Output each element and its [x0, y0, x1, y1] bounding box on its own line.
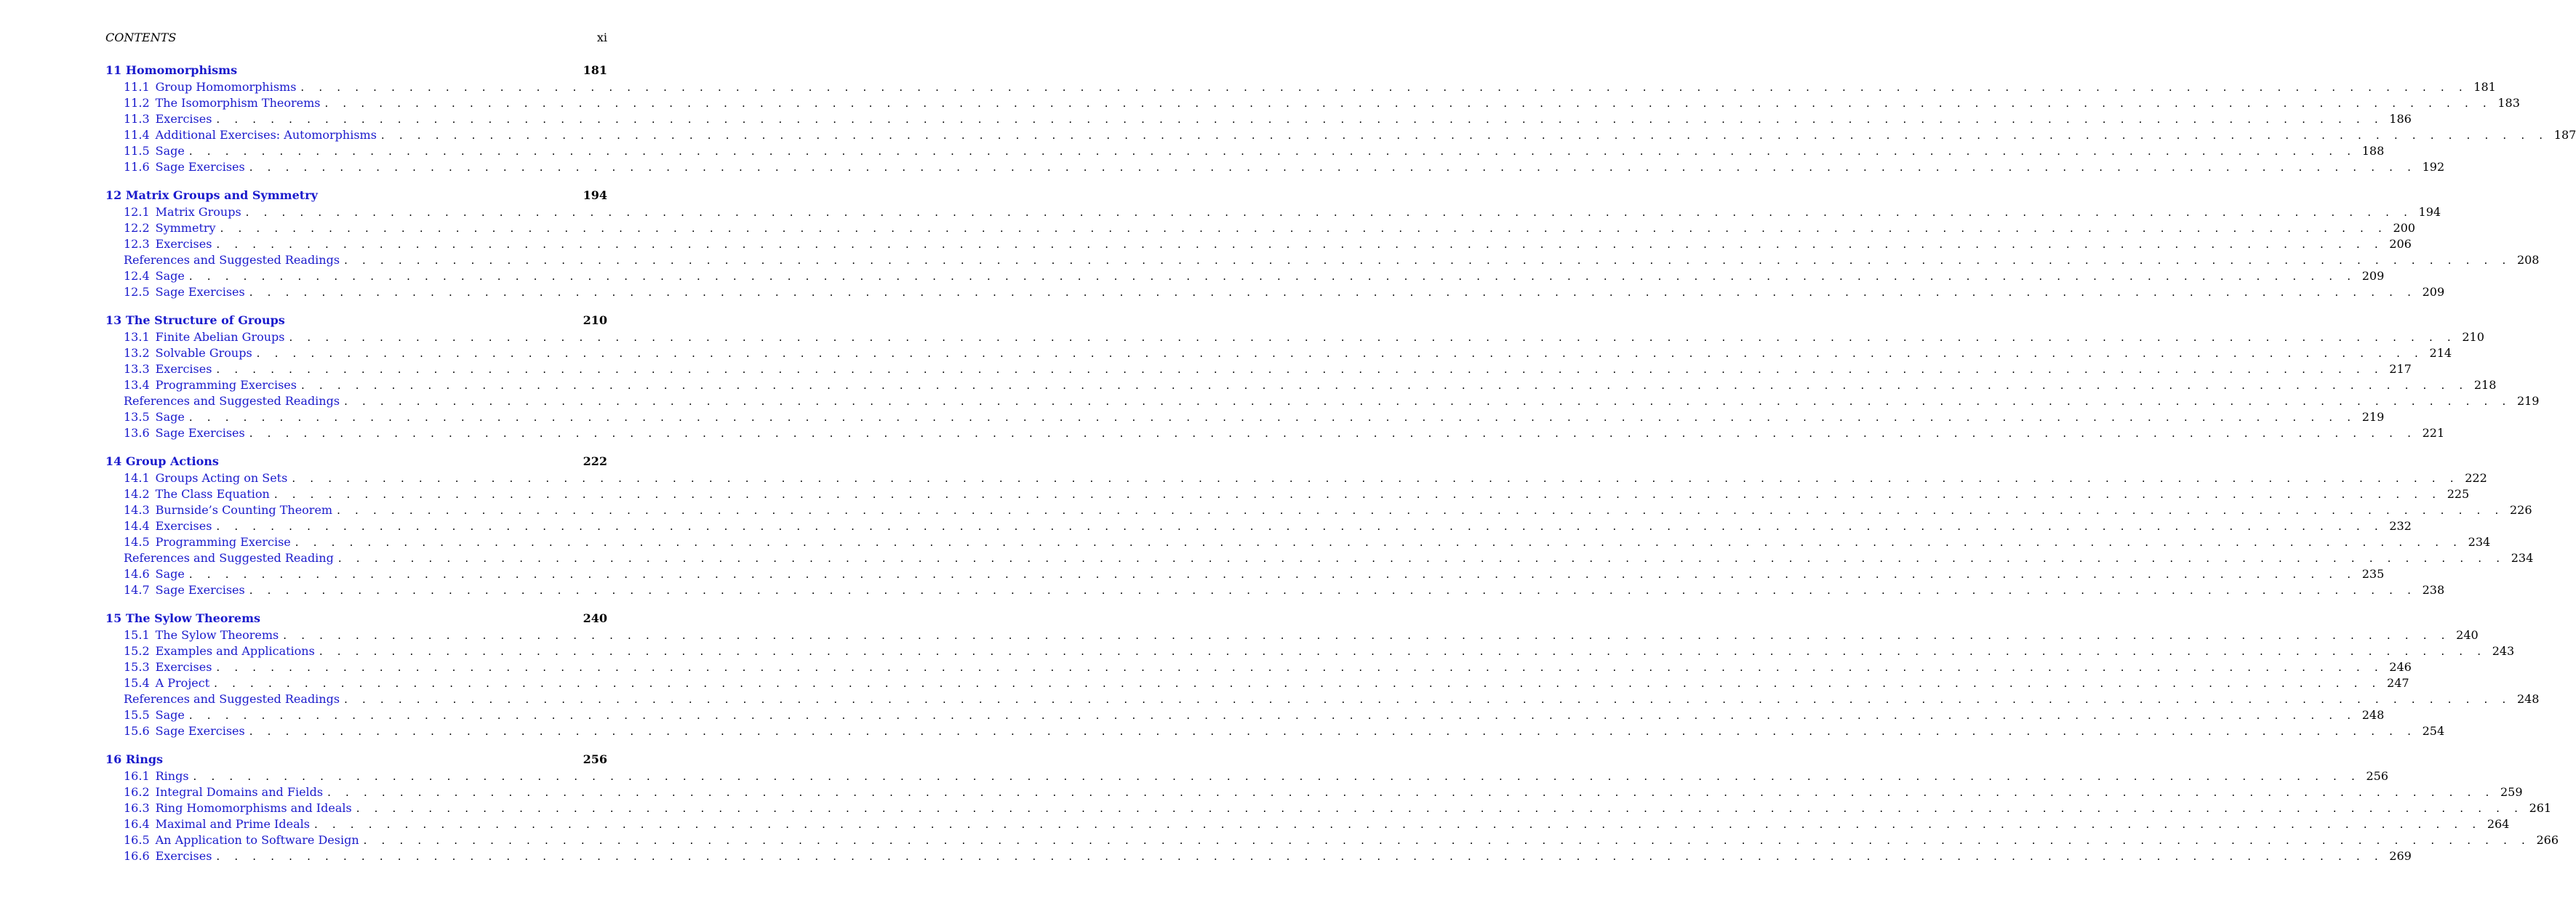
dot-leader: . . . . . . . . . . . . . . . . . . . . . . . . . . . . . . . . . . . . . . . . . . . . . . . . . . . . . . . . . . . . . . . . . . . . . . . . . . . . . . . . . . . . . . . . . . . . . . . . . . . . . . . . . . . . . . . . . . . . . . . .	[256, 347, 2424, 360]
toc-entry	[105, 660, 2412, 676]
chapter-title: Homomorphisms	[125, 63, 238, 77]
toc-entry	[105, 692, 2540, 708]
dot-leader: . . . . . . . . . . . . . . . . . . . . . . . . . . . . . . . . . . . . . . . . . . . . . . . . . . . . . . . . . . . . . . . . . . . . . . . . . . . . . . . . . . . . . . . . . . . . . . . . . . . . . . . . . . . . . . . . . . . . . . . .	[216, 661, 2384, 674]
chapter-link[interactable]	[105, 63, 237, 77]
section-title: The Sylow Theorems	[155, 628, 279, 642]
section-link[interactable]	[124, 833, 359, 847]
section-title: Sage Exercises	[155, 426, 245, 440]
section-number: 13.2	[124, 346, 150, 360]
section-link[interactable]	[124, 785, 323, 799]
section-link[interactable]	[124, 160, 245, 174]
section-title: References and Suggested Readings	[124, 394, 340, 408]
section-page: 254	[2422, 724, 2445, 738]
chapter-page: 222	[583, 454, 607, 468]
section-number: 16.5	[124, 833, 150, 847]
dot-leader: . . . . . . . . . . . . . . . . . . . . . . . . . . . . . . . . . . . . . . . . . . . . . . . . . . . . . . . . . . . . . . . . . . . . . . . . . . . . . . . . . . . . . . . . . . . . . . . . . . . . . . . . . . . . . . . . . . . . . . . .	[344, 693, 2511, 706]
section-number: 14.7	[124, 583, 150, 597]
chapter-link[interactable]	[105, 752, 163, 766]
chapter-title: Matrix Groups and Symmetry	[125, 188, 318, 202]
chapter-number: 11	[105, 63, 122, 77]
dot-leader: . . . . . . . . . . . . . . . . . . . . . . . . . . . . . . . . . . . . . . . . . . . . . . . . . . . . . . . . . . . . . . . . . . . . . . . . . . . . . . . . . . . . . . . . . . . . . . . . . . . . . . . . . . . . . . . . . . . . . . . .	[188, 270, 2356, 283]
chapter-number: 14	[105, 454, 122, 468]
section-title: Sage	[155, 567, 185, 581]
toc-entry	[105, 551, 2534, 567]
toc-entry	[105, 410, 2385, 426]
chapter-number: 15	[105, 611, 122, 625]
section-title: Exercises	[155, 112, 212, 126]
section-number: 12.4	[124, 269, 150, 283]
section-page: 181	[2473, 80, 2496, 94]
section-number: 11.6	[124, 160, 150, 174]
dot-leader: . . . . . . . . . . . . . . . . . . . . . . . . . . . . . . . . . . . . . . . . . . . . . . . . . . . . . . . . . . . . . . . . . . . . . . . . . . . . . . . . . . . . . . . . . . . . . . . . . . . . . . . . . . . . . . . . . . . . . . . .	[188, 709, 2356, 722]
section-link[interactable]	[124, 362, 212, 376]
chapter-section	[105, 752, 2559, 865]
section-page: 222	[2465, 471, 2487, 485]
chapter-title: Rings	[125, 752, 164, 766]
section-link[interactable]	[124, 519, 212, 533]
chapter-title: The Structure of Groups	[125, 313, 285, 327]
chapter-page: 181	[583, 63, 607, 77]
section-title: References and Suggested Readings	[124, 692, 340, 706]
section-title: Maximal and Prime Ideals	[155, 817, 310, 831]
section-number: 12.2	[124, 221, 150, 235]
section-link[interactable]	[124, 503, 332, 517]
section-link[interactable]	[124, 567, 185, 581]
chapter-section	[105, 454, 2534, 599]
section-link[interactable]	[124, 80, 296, 94]
toc-entry	[105, 503, 2532, 519]
dot-leader: . . . . . . . . . . . . . . . . . . . . . . . . . . . . . . . . . . . . . . . . . . . . . . . . . . . . . . . . . . . . . . . . . . . . . . . . . . . . . . . . . . . . . . . . . . . . . . . . . . . . . . . . . . . . . . . . . . . . . . . .	[245, 206, 2413, 219]
toc-entry	[105, 112, 2412, 128]
toc-entry	[105, 237, 2412, 253]
chapter-section	[105, 313, 2540, 442]
section-link[interactable]	[124, 237, 212, 251]
running-title: CONTENTS	[105, 31, 177, 44]
section-page: 269	[2389, 849, 2412, 863]
chapter-row	[105, 313, 607, 330]
section-title: References and Suggested Reading	[124, 551, 334, 565]
section-link[interactable]	[124, 330, 285, 344]
chapter-page: 210	[583, 313, 607, 327]
section-link[interactable]	[124, 644, 315, 658]
toc-entry	[105, 160, 2445, 176]
section-link[interactable]	[124, 487, 270, 501]
table-of-contents	[105, 63, 2576, 877]
toc-entry	[105, 583, 2445, 599]
page-number: xi	[596, 31, 607, 44]
section-title: Sage	[155, 410, 185, 424]
toc-entry	[105, 285, 2445, 301]
section-title: A Project	[155, 676, 210, 690]
dot-leader: . . . . . . . . . . . . . . . . . . . . . . . . . . . . . . . . . . . . . . . . . . . . . . . . . . . . . . . . . . . . . . . . . . . . . . . . . . . . . . . . . . . . . . . . . . . . . . . . . . . . . . . . . . . . . . . . . . . . . . . .	[283, 629, 2451, 642]
section-page: 187	[2553, 128, 2576, 142]
section-title: The Class Equation	[155, 487, 270, 501]
section-page: 214	[2429, 346, 2452, 360]
section-link[interactable]	[124, 112, 212, 126]
dot-leader: . . . . . . . . . . . . . . . . . . . . . . . . . . . . . . . . . . . . . . . . . . . . . . . . . . . . . . . . . . . . . . . . . . . . . . . . . . . . . . . . . . . . . . . . . . . . . . . . . . . . . . . . . . . . . . . . . . . . . . . .	[356, 802, 2524, 815]
section-title: Sage Exercises	[155, 724, 245, 738]
section-title: Groups Acting on Sets	[155, 471, 288, 485]
section-number: 14.4	[124, 519, 150, 533]
section-link[interactable]	[124, 551, 334, 565]
chapter-section	[105, 611, 2540, 740]
section-page: 183	[2497, 96, 2520, 110]
dot-leader: . . . . . . . . . . . . . . . . . . . . . . . . . . . . . . . . . . . . . . . . . . . . . . . . . . . . . . . . . . . . . . . . . . . . . . . . . . . . . . . . . . . . . . . . . . . . . . . . . . . . . . . . . . . . . . . . . . . . . . . .	[344, 395, 2511, 408]
section-title: Additional Exercises: Automorphisms	[155, 128, 377, 142]
section-number: 16.2	[124, 785, 150, 799]
section-title: Sage Exercises	[155, 160, 245, 174]
section-number: 11.1	[124, 80, 150, 94]
toc-entry	[105, 708, 2385, 724]
section-title: Finite Abelian Groups	[155, 330, 285, 344]
dot-leader: . . . . . . . . . . . . . . . . . . . . . . . . . . . . . . . . . . . . . . . . . . . . . . . . . . . . . . . . . . . . . . . . . . . . . . . . . . . . . . . . . . . . . . . . . . . . . . . . . . . . . . . . . . . . . . . . . . . . . . . .	[214, 677, 2382, 690]
section-page: 248	[2516, 692, 2540, 706]
section-number: 12.5	[124, 285, 150, 299]
section-link[interactable]	[124, 583, 245, 597]
section-page: 232	[2389, 519, 2412, 533]
toc-entry	[105, 362, 2412, 378]
section-link[interactable]	[124, 253, 340, 267]
section-page: 208	[2516, 253, 2540, 267]
chapter-row	[105, 752, 607, 769]
toc-entry	[105, 849, 2412, 865]
section-number: 16.4	[124, 817, 150, 831]
section-number: 11.2	[124, 96, 150, 110]
toc-entry	[105, 144, 2385, 160]
dot-leader: . . . . . . . . . . . . . . . . . . . . . . . . . . . . . . . . . . . . . . . . . . . . . . . . . . . . . . . . . . . . . . . . . . . . . . . . . . . . . . . . . . . . . . . . . . . . . . . . . . . . . . . . . . . . . . . . . . . . . . . .	[193, 770, 2361, 783]
section-page: 221	[2422, 426, 2445, 440]
chapter-page: 194	[583, 188, 607, 202]
dot-leader: . . . . . . . . . . . . . . . . . . . . . . . . . . . . . . . . . . . . . . . . . . . . . . . . . . . . . . . . . . . . . . . . . . . . . . . . . . . . . . . . . . . . . . . . . . . . . . . . . . . . . . . . . . . . . . . . . . . . . . . .	[289, 331, 2457, 344]
dot-leader: . . . . . . . . . . . . . . . . . . . . . . . . . . . . . . . . . . . . . . . . . . . . . . . . . . . . . . . . . . . . . . . . . . . . . . . . . . . . . . . . . . . . . . . . . . . . . . . . . . . . . . . . . . . . . . . . . . . . . . . .	[216, 520, 2384, 533]
section-page: 264	[2487, 817, 2510, 831]
section-link[interactable]	[124, 471, 287, 485]
section-page: 234	[2511, 551, 2534, 565]
dot-leader: . . . . . . . . . . . . . . . . . . . . . . . . . . . . . . . . . . . . . . . . . . . . . . . . . . . . . . . . . . . . . . . . . . . . . . . . . . . . . . . . . . . . . . . . . . . . . . . . . . . . . . . . . . . . . . . . . . . . . . . .	[300, 379, 2468, 392]
dot-leader: . . . . . . . . . . . . . . . . . . . . . . . . . . . . . . . . . . . . . . . . . . . . . . . . . . . . . . . . . . . . . . . . . . . . . . . . . . . . . . . . . . . . . . . . . . . . . . . . . . . . . . . . . . . . . . . . . . . . . . . .	[337, 504, 2504, 517]
section-link[interactable]	[124, 849, 212, 863]
chapter-page: 240	[583, 611, 607, 625]
section-number: 14.3	[124, 503, 150, 517]
dot-leader: . . . . . . . . . . . . . . . . . . . . . . . . . . . . . . . . . . . . . . . . . . . . . . . . . . . . . . . . . . . . . . . . . . . . . . . . . . . . . . . . . . . . . . . . . . . . . . . . . . . . . . . . . . . . . . . . . . . . . . . .	[313, 818, 2481, 831]
dot-leader: . . . . . . . . . . . . . . . . . . . . . . . . . . . . . . . . . . . . . . . . . . . . . . . . . . . . . . . . . . . . . . . . . . . . . . . . . . . . . . . . . . . . . . . . . . . . . . . . . . . . . . . . . . . . . . . . . . . . . . . .	[363, 834, 2531, 847]
dot-leader: . . . . . . . . . . . . . . . . . . . . . . . . . . . . . . . . . . . . . . . . . . . . . . . . . . . . . . . . . . . . . . . . . . . . . . . . . . . . . . . . . . . . . . . . . . . . . . . . . . . . . . . . . . . . . . . . . . . . . . . .	[319, 645, 2487, 658]
dot-leader: . . . . . . . . . . . . . . . . . . . . . . . . . . . . . . . . . . . . . . . . . . . . . . . . . . . . . . . . . . . . . . . . . . . . . . . . . . . . . . . . . . . . . . . . . . . . . . . . . . . . . . . . . . . . . . . . . . . . . . . .	[249, 161, 2417, 174]
section-link[interactable]	[124, 346, 252, 360]
section-link[interactable]	[124, 426, 245, 440]
section-link[interactable]	[124, 221, 216, 235]
running-header	[105, 31, 607, 47]
section-number: 15.6	[124, 724, 150, 738]
section-link[interactable]	[124, 205, 241, 219]
section-title: Matrix Groups	[155, 205, 241, 219]
toc-entry	[105, 487, 2470, 503]
section-title: References and Suggested Readings	[124, 253, 340, 267]
dot-leader: . . . . . . . . . . . . . . . . . . . . . . . . . . . . . . . . . . . . . . . . . . . . . . . . . . . . . . . . . . . . . . . . . . . . . . . . . . . . . . . . . . . . . . . . . . . . . . . . . . . . . . . . . . . . . . . . . . . . . . . .	[295, 536, 2463, 549]
toc-entry	[105, 801, 2552, 817]
section-page: 188	[2361, 144, 2385, 158]
section-page: 209	[2361, 269, 2385, 283]
chapter-number: 13	[105, 313, 122, 327]
toc-entry	[105, 205, 2441, 221]
section-page: 266	[2536, 833, 2559, 847]
dot-leader: . . . . . . . . . . . . . . . . . . . . . . . . . . . . . . . . . . . . . . . . . . . . . . . . . . . . . . . . . . . . . . . . . . . . . . . . . . . . . . . . . . . . . . . . . . . . . . . . . . . . . . . . . . . . . . . . . . . . . . . .	[273, 488, 2441, 501]
section-number: 15.5	[124, 708, 150, 722]
section-title: Ring Homomorphisms and Ideals	[155, 801, 352, 815]
section-page: 246	[2389, 660, 2412, 674]
section-page: 256	[2366, 769, 2388, 783]
chapter-row	[105, 188, 607, 205]
toc-entry	[105, 330, 2484, 346]
section-title: Sage	[155, 708, 185, 722]
toc-entry	[105, 378, 2497, 394]
chapter-section	[105, 188, 2540, 301]
section-number: 16.1	[124, 769, 150, 783]
section-link[interactable]	[124, 96, 320, 110]
toc-entry	[105, 644, 2515, 660]
dot-leader: . . . . . . . . . . . . . . . . . . . . . . . . . . . . . . . . . . . . . . . . . . . . . . . . . . . . . . . . . . . . . . . . . . . . . . . . . . . . . . . . . . . . . . . . . . . . . . . . . . . . . . . . . . . . . . . . . . . . . . . .	[300, 81, 2468, 94]
section-number: 13.1	[124, 330, 150, 344]
section-number: 14.5	[124, 535, 150, 549]
chapter-row	[105, 454, 607, 471]
section-link[interactable]	[124, 817, 310, 831]
section-number: 16.3	[124, 801, 150, 815]
section-number: 14.2	[124, 487, 150, 501]
toc-entry	[105, 221, 2415, 237]
section-link[interactable]	[124, 535, 291, 549]
section-link[interactable]	[124, 660, 212, 674]
section-link[interactable]	[124, 692, 340, 706]
toc-entry	[105, 769, 2388, 785]
toc-entry	[105, 128, 2576, 144]
section-title: An Application to Software Design	[155, 833, 359, 847]
section-title: Programming Exercise	[155, 535, 291, 549]
section-title: Sage	[155, 269, 185, 283]
dot-leader: . . . . . . . . . . . . . . . . . . . . . . . . . . . . . . . . . . . . . . . . . . . . . . . . . . . . . . . . . . . . . . . . . . . . . . . . . . . . . . . . . . . . . . . . . . . . . . . . . . . . . . . . . . . . . . . . . . . . . . . .	[292, 472, 2460, 485]
chapter-page: 256	[583, 752, 607, 766]
dot-leader: . . . . . . . . . . . . . . . . . . . . . . . . . . . . . . . . . . . . . . . . . . . . . . . . . . . . . . . . . . . . . . . . . . . . . . . . . . . . . . . . . . . . . . . . . . . . . . . . . . . . . . . . . . . . . . . . . . . . . . . .	[344, 254, 2511, 267]
toc-entry	[105, 817, 2510, 833]
section-link[interactable]	[124, 285, 245, 299]
chapter-number: 16	[105, 752, 122, 766]
section-title: Burnside’s Counting Theorem	[155, 503, 333, 517]
section-number: 13.5	[124, 410, 150, 424]
toc-entry	[105, 80, 2496, 96]
toc-entry	[105, 96, 2520, 112]
chapter-row	[105, 611, 607, 628]
dot-leader: . . . . . . . . . . . . . . . . . . . . . . . . . . . . . . . . . . . . . . . . . . . . . . . . . . . . . . . . . . . . . . . . . . . . . . . . . . . . . . . . . . . . . . . . . . . . . . . . . . . . . . . . . . . . . . . . . . . . . . . .	[216, 850, 2384, 863]
dot-leader: . . . . . . . . . . . . . . . . . . . . . . . . . . . . . . . . . . . . . . . . . . . . . . . . . . . . . . . . . . . . . . . . . . . . . . . . . . . . . . . . . . . . . . . . . . . . . . . . . . . . . . . . . . . . . . . . . . . . . . . .	[337, 552, 2505, 565]
chapter-title: Group Actions	[125, 454, 219, 468]
toc-entry	[105, 519, 2412, 535]
section-title: Symmetry	[155, 221, 216, 235]
section-number: 12.3	[124, 237, 150, 251]
section-page: 226	[2509, 503, 2532, 517]
section-title: Integral Domains and Fields	[155, 785, 324, 799]
section-page: 219	[2361, 410, 2385, 424]
section-page: 240	[2456, 628, 2479, 642]
section-title: Exercises	[155, 660, 212, 674]
dot-leader: . . . . . . . . . . . . . . . . . . . . . . . . . . . . . . . . . . . . . . . . . . . . . . . . . . . . . . . . . . . . . . . . . . . . . . . . . . . . . . . . . . . . . . . . . . . . . . . . . . . . . . . . . . . . . . . . . . . . . . . .	[249, 427, 2417, 440]
dot-leader: . . . . . . . . . . . . . . . . . . . . . . . . . . . . . . . . . . . . . . . . . . . . . . . . . . . . . . . . . . . . . . . . . . . . . . . . . . . . . . . . . . . . . . . . . . . . . . . . . . . . . . . . . . . . . . . . . . . . . . . .	[249, 286, 2417, 299]
section-title: Sage	[155, 144, 185, 158]
chapter-link[interactable]	[105, 611, 260, 625]
section-title: Solvable Groups	[155, 346, 252, 360]
section-page: 247	[2387, 676, 2409, 690]
toc-entry	[105, 676, 2409, 692]
chapter-link[interactable]	[105, 313, 285, 327]
section-number: 11.4	[124, 128, 150, 142]
section-page: 225	[2447, 487, 2470, 501]
chapter-link[interactable]	[105, 188, 318, 202]
section-link[interactable]	[124, 724, 245, 738]
section-link[interactable]	[124, 676, 209, 690]
section-number: 13.6	[124, 426, 150, 440]
section-title: Programming Exercises	[155, 378, 297, 392]
section-number: 11.3	[124, 112, 150, 126]
chapter-link[interactable]	[105, 454, 219, 468]
toc-entry	[105, 253, 2540, 269]
dot-leader: . . . . . . . . . . . . . . . . . . . . . . . . . . . . . . . . . . . . . . . . . . . . . . . . . . . . . . . . . . . . . . . . . . . . . . . . . . . . . . . . . . . . . . . . . . . . . . . . . . . . . . . . . . . . . . . . . . . . . . . .	[327, 786, 2495, 799]
section-title: Exercises	[155, 362, 212, 376]
section-link[interactable]	[124, 708, 185, 722]
dot-leader: . . . . . . . . . . . . . . . . . . . . . . . . . . . . . . . . . . . . . . . . . . . . . . . . . . . . . . . . . . . . . . . . . . . . . . . . . . . . . . . . . . . . . . . . . . . . . . . . . . . . . . . . . . . . . . . . . . . . . . . .	[220, 222, 2388, 235]
section-number: 15.1	[124, 628, 150, 642]
section-page: 219	[2516, 394, 2540, 408]
dot-leader: . . . . . . . . . . . . . . . . . . . . . . . . . . . . . . . . . . . . . . . . . . . . . . . . . . . . . . . . . . . . . . . . . . . . . . . . . . . . . . . . . . . . . . . . . . . . . . . . . . . . . . . . . . . . . . . . . . . . . . . .	[216, 113, 2384, 126]
section-link[interactable]	[124, 378, 297, 392]
section-page: 210	[2462, 330, 2484, 344]
toc-entry	[105, 471, 2487, 487]
chapter-section	[105, 63, 2576, 176]
section-page: 217	[2389, 362, 2412, 376]
section-link[interactable]	[124, 410, 185, 424]
dot-leader: . . . . . . . . . . . . . . . . . . . . . . . . . . . . . . . . . . . . . . . . . . . . . . . . . . . . . . . . . . . . . . . . . . . . . . . . . . . . . . . . . . . . . . . . . . . . . . . . . . . . . . . . . . . . . . . . . . . . . . . .	[188, 411, 2356, 424]
toc-entry	[105, 785, 2523, 801]
section-page: 259	[2500, 785, 2523, 799]
section-title: Sage Exercises	[155, 583, 245, 597]
section-title: Exercises	[155, 237, 212, 251]
chapter-number: 12	[105, 188, 122, 202]
toc-entry	[105, 346, 2452, 362]
dot-leader: . . . . . . . . . . . . . . . . . . . . . . . . . . . . . . . . . . . . . . . . . . . . . . . . . . . . . . . . . . . . . . . . . . . . . . . . . . . . . . . . . . . . . . . . . . . . . . . . . . . . . . . . . . . . . . . . . . . . . . . .	[380, 129, 2548, 142]
section-title: Sage Exercises	[155, 285, 245, 299]
section-title: Exercises	[155, 849, 212, 863]
section-title: Exercises	[155, 519, 212, 533]
dot-leader: . . . . . . . . . . . . . . . . . . . . . . . . . . . . . . . . . . . . . . . . . . . . . . . . . . . . . . . . . . . . . . . . . . . . . . . . . . . . . . . . . . . . . . . . . . . . . . . . . . . . . . . . . . . . . . . . . . . . . . . .	[324, 97, 2492, 110]
section-page: 209	[2422, 285, 2445, 299]
toc-entry	[105, 269, 2385, 285]
section-number: 15.3	[124, 660, 150, 674]
section-link[interactable]	[124, 269, 185, 283]
section-link[interactable]	[124, 144, 185, 158]
toc-entry	[105, 724, 2445, 740]
section-page: 192	[2422, 160, 2445, 174]
dot-leader: . . . . . . . . . . . . . . . . . . . . . . . . . . . . . . . . . . . . . . . . . . . . . . . . . . . . . . . . . . . . . . . . . . . . . . . . . . . . . . . . . . . . . . . . . . . . . . . . . . . . . . . . . . . . . . . . . . . . . . . .	[188, 568, 2356, 581]
chapter-title: The Sylow Theorems	[125, 611, 261, 625]
section-title: Rings	[155, 769, 189, 783]
dot-leader: . . . . . . . . . . . . . . . . . . . . . . . . . . . . . . . . . . . . . . . . . . . . . . . . . . . . . . . . . . . . . . . . . . . . . . . . . . . . . . . . . . . . . . . . . . . . . . . . . . . . . . . . . . . . . . . . . . . . . . . .	[188, 145, 2356, 158]
toc-entry	[105, 426, 2445, 442]
dot-leader: . . . . . . . . . . . . . . . . . . . . . . . . . . . . . . . . . . . . . . . . . . . . . . . . . . . . . . . . . . . . . . . . . . . . . . . . . . . . . . . . . . . . . . . . . . . . . . . . . . . . . . . . . . . . . . . . . . . . . . . .	[249, 725, 2417, 738]
section-number: 12.1	[124, 205, 150, 219]
section-page: 261	[2529, 801, 2552, 815]
section-number: 13.4	[124, 378, 150, 392]
section-page: 200	[2393, 221, 2415, 235]
section-page: 206	[2389, 237, 2412, 251]
toc-entry	[105, 567, 2385, 583]
section-page: 218	[2473, 378, 2497, 392]
section-title: Group Homomorphisms	[155, 80, 297, 94]
section-link[interactable]	[124, 394, 340, 408]
dot-leader: . . . . . . . . . . . . . . . . . . . . . . . . . . . . . . . . . . . . . . . . . . . . . . . . . . . . . . . . . . . . . . . . . . . . . . . . . . . . . . . . . . . . . . . . . . . . . . . . . . . . . . . . . . . . . . . . . . . . . . . .	[216, 238, 2384, 251]
section-page: 194	[2418, 205, 2441, 219]
section-title: Examples and Applications	[155, 644, 315, 658]
section-page: 234	[2468, 535, 2491, 549]
section-title: The Isomorphism Theorems	[155, 96, 321, 110]
section-link[interactable]	[124, 769, 189, 783]
section-page: 248	[2361, 708, 2385, 722]
section-number: 14.6	[124, 567, 150, 581]
section-page: 243	[2492, 644, 2515, 658]
section-page: 238	[2422, 583, 2445, 597]
toc-entry	[105, 628, 2479, 644]
section-page: 186	[2389, 112, 2412, 126]
section-number: 15.4	[124, 676, 150, 690]
toc-entry	[105, 535, 2491, 551]
chapter-row	[105, 63, 607, 80]
section-number: 14.1	[124, 471, 150, 485]
section-page: 235	[2361, 567, 2385, 581]
section-link[interactable]	[124, 801, 352, 815]
section-number: 15.2	[124, 644, 150, 658]
section-number: 11.5	[124, 144, 150, 158]
section-number: 16.6	[124, 849, 150, 863]
dot-leader: . . . . . . . . . . . . . . . . . . . . . . . . . . . . . . . . . . . . . . . . . . . . . . . . . . . . . . . . . . . . . . . . . . . . . . . . . . . . . . . . . . . . . . . . . . . . . . . . . . . . . . . . . . . . . . . . . . . . . . . .	[216, 363, 2384, 376]
toc-entry	[105, 394, 2540, 410]
section-number: 13.3	[124, 362, 150, 376]
toc-entry	[105, 833, 2559, 849]
section-link[interactable]	[124, 628, 279, 642]
dot-leader: . . . . . . . . . . . . . . . . . . . . . . . . . . . . . . . . . . . . . . . . . . . . . . . . . . . . . . . . . . . . . . . . . . . . . . . . . . . . . . . . . . . . . . . . . . . . . . . . . . . . . . . . . . . . . . . . . . . . . . . .	[249, 584, 2417, 597]
section-link[interactable]	[124, 128, 377, 142]
